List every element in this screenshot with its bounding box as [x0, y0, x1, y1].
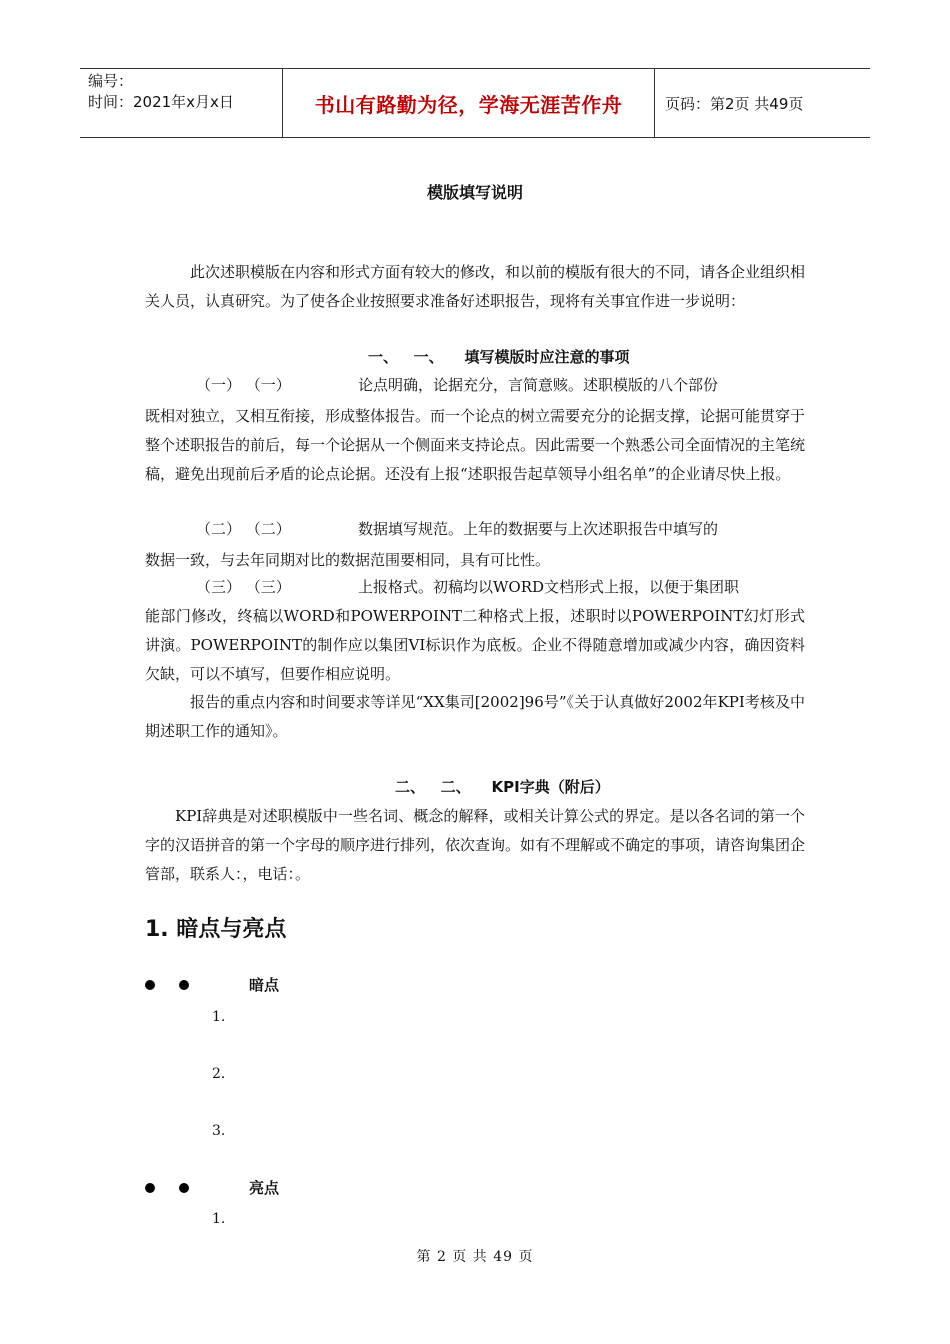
bullet-dot-icon [179, 1183, 189, 1193]
item-2-marker: （二） （二） [196, 520, 291, 538]
item-1-first-line: 论点明确，论据充分，言简意赅。述职模版的八个部份 [358, 376, 719, 394]
item-1-text: 既相对独立，又相互衔接，形成整体报告。而一个论点的树立需要充分的论据支撑，论据可能贯穿于整个述职报告的前后，每一个论据从一个侧面来支持论点。因此需要一个熟悉公司全面情况的主笔统稿，避免出现前后矛盾的论点论据。还没有上报“述职报告起草领导小组名单”的企业请尽快上报。 [145, 407, 806, 483]
item-2-first-line: 数据填写规范。上年的数据要与上次述职报告中填写的 [358, 520, 719, 538]
page-footer: 第 2 页 共 49 页 [416, 1249, 534, 1265]
page-label: 页码：第2页 共49页 [665, 94, 804, 113]
header-table [80, 68, 870, 138]
item-3-text: 能部门修改，终稿以WORD和POWERPOINT二种格式上报，述职时以POWERPOINT幻灯形式讲演。POWERPOINT的制作应以集团VI标识作为底板。企业不得随意增加或减少内容，确因资料欠缺，可以不填写，但要作相应说明。 [145, 607, 805, 683]
report-note: 报告的重点内容和时间要求等详见“XX集司[2002]96号”《关于认真做好2002年KPI考核及中期述职工作的通知》。 [145, 693, 805, 740]
item-3-first-line: 上报格式。初稿均以WORD文档形式上报，以便于集团职 [358, 578, 740, 596]
item-2-text: 数据一致，与去年同期对比的数据范围要相同，具有可比性。 [145, 551, 551, 569]
bullet-dot-icon [179, 980, 189, 990]
motto: 书山有路勤为径，学海无涯苦作舟 [314, 92, 623, 117]
bullet-dot-icon [145, 1183, 155, 1193]
list-number: 1. [212, 1211, 226, 1227]
header-info-cell [80, 69, 282, 137]
section-2-heading: 二、 二、 KPI字典（附后） [395, 778, 610, 796]
header-page-cell [655, 69, 870, 137]
intro-paragraph: 此次述职模版在内容和形式方面有较大的修改，和以前的模版有很大的不同，请各企业组织相关人员，认真研究。为了使各企业按照要求准备好述职报告，现将有关事宜作进一步说明： [145, 263, 806, 310]
heading-dark-and-bright-points: 1. 暗点与亮点 [145, 917, 287, 942]
item-3-marker: （三） （三） [196, 578, 291, 596]
bullet-label: 暗点 [249, 976, 280, 994]
bullet-label: 亮点 [249, 1179, 280, 1197]
time-label: 时间：2021年x月x日 [88, 93, 234, 111]
number-label: 编号： [88, 72, 134, 90]
list-number: 2. [212, 1066, 226, 1082]
bullet-dot-icon [145, 980, 155, 990]
kpi-dictionary-text: KPI辞典是对述职模版中一些名词、概念的解释，或相关计算公式的界定。是以各名词的第一个字的汉语拼音的第一个字母的顺序进行排列，依次查询。如有不理解或不确定的事项，请咨询集团企管部，联系人：，电话：。 [145, 807, 806, 883]
section-1-heading: 一、 一、 填写模版时应注意的事项 [368, 348, 630, 366]
document-title: 模版填写说明 [426, 183, 523, 202]
header-motto-cell [282, 69, 655, 137]
list-number: 1. [212, 1009, 226, 1025]
list-number: 3. [212, 1123, 226, 1139]
item-1-marker: （一） （一） [196, 376, 291, 394]
